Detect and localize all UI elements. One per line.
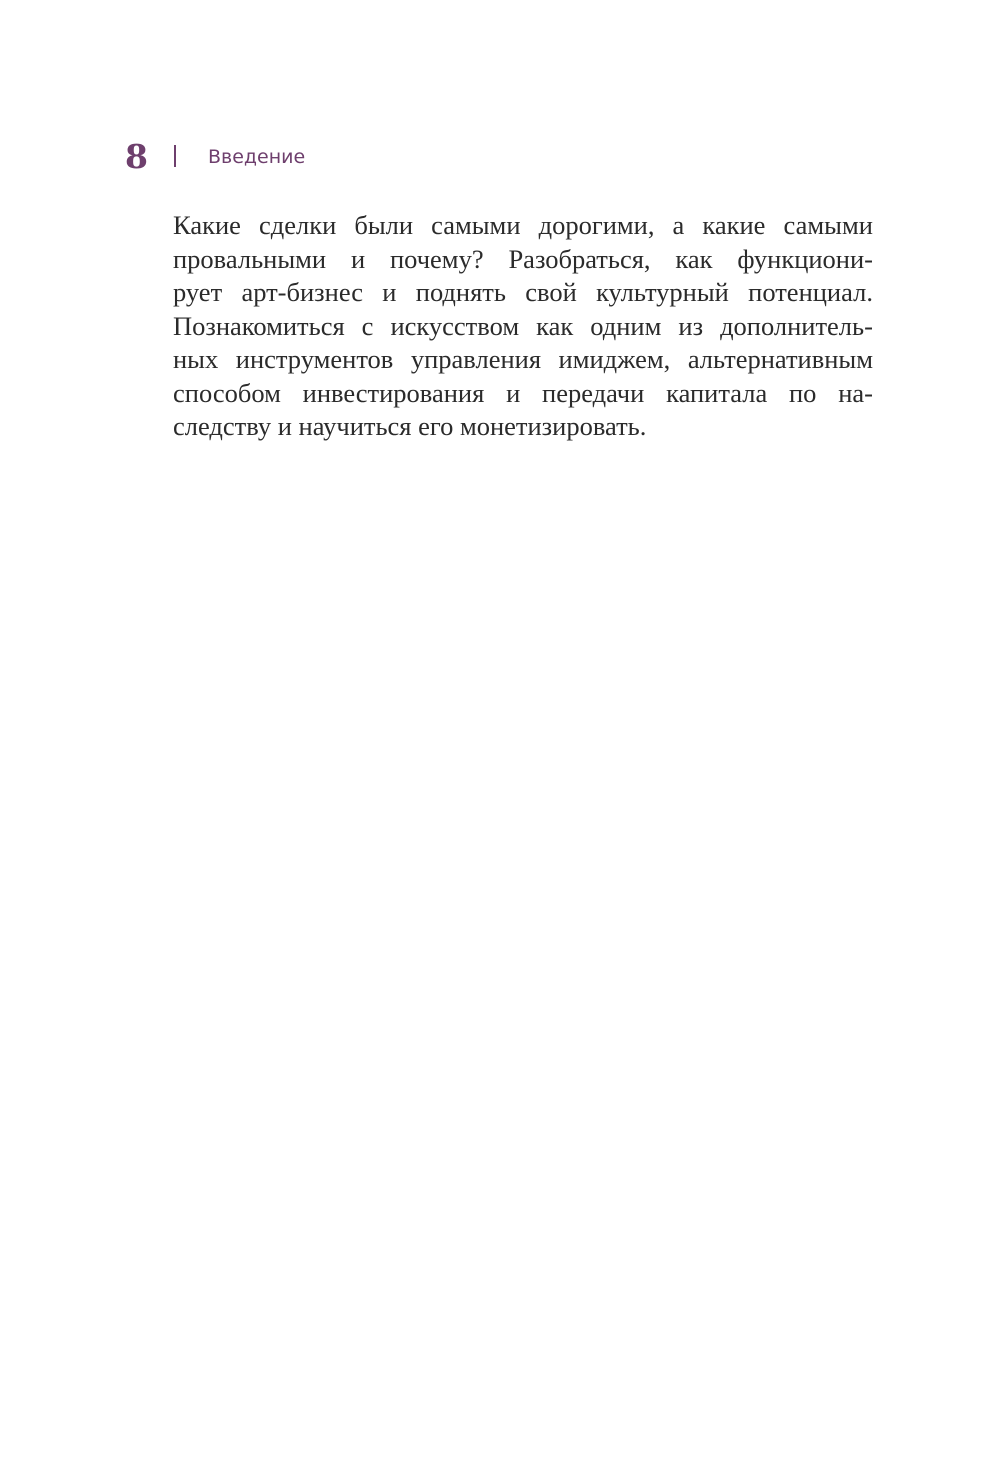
paragraph-line: провальными и почему? Разобраться, как функциони-	[173, 243, 873, 274]
paragraph-line: способом инвестирования и передачи капитала по на-	[173, 377, 873, 408]
body-paragraph	[173, 209, 873, 444]
section-title: Введение	[207, 145, 306, 168]
paragraph-line: рует арт-бизнес и поднять свой культурный потенциал.	[173, 277, 873, 307]
paragraph-line: Познакомиться с искусством как одним из дополнитель-	[173, 310, 873, 341]
paragraph-line: ных инструментов управления имиджем, альтернативным	[173, 344, 873, 374]
paragraph-line: Какие сделки были самыми дорогими, а какие самыми	[173, 210, 873, 240]
running-head	[125, 136, 305, 176]
header-divider	[174, 145, 176, 167]
page-number: 8	[125, 136, 148, 176]
paragraph-line: следству и научиться его монетизировать.	[173, 411, 647, 441]
